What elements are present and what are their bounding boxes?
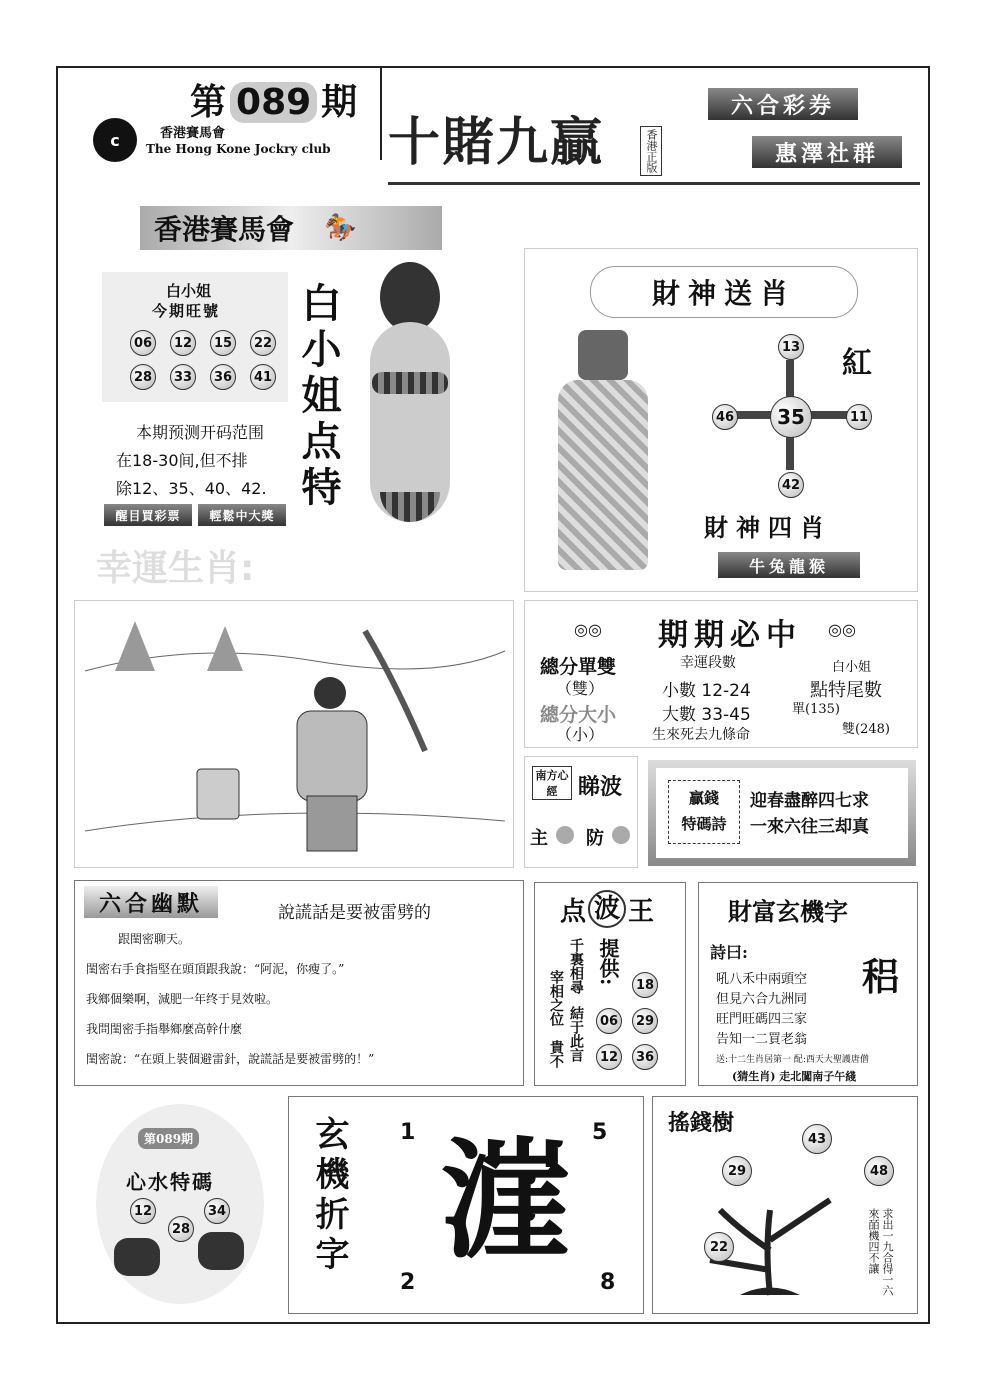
caishen-left-ball: 46 xyxy=(712,404,738,430)
humor-headline: 說謊話是要被雷劈的 xyxy=(278,903,431,923)
tree-ball: 22 xyxy=(704,1232,734,1262)
xuanji-num-3: 2 xyxy=(400,1270,416,1295)
qiqi-value-1: （雙） xyxy=(556,679,605,698)
dianbo-ball: 36 xyxy=(632,1044,658,1070)
dianbo-title-circle: 波 xyxy=(588,890,626,928)
header-underline xyxy=(388,182,920,185)
caifu-big-char: 稆 xyxy=(862,954,901,999)
xinshui-ball: 12 xyxy=(130,1198,156,1224)
tree-ball: 48 xyxy=(864,1156,894,1186)
humor-line: 閨密說：“在頭上裝個避雷針，說謊話是要被雷劈的！” xyxy=(86,1052,375,1066)
dianbo-title-1: 点 xyxy=(560,896,587,927)
poem-panel xyxy=(648,760,916,866)
caifu-line: 但見六合九洲同 xyxy=(716,992,808,1007)
caifu-title: 財富玄機字 xyxy=(728,897,848,926)
dianbo-ball: 18 xyxy=(632,972,658,998)
qiqi-dan: 單(135) xyxy=(792,702,840,717)
main-title: 十賭九贏 xyxy=(388,112,605,173)
lady-ball: 15 xyxy=(210,330,236,356)
qiqi-title: 期期必中 xyxy=(658,618,802,653)
qiqi-value-2: （小） xyxy=(556,725,605,744)
dianbo-ball: 12 xyxy=(596,1044,622,1070)
caishen-right-ball: 11 xyxy=(846,404,872,430)
forecast-line-1: 本期预测开码范围 xyxy=(136,423,265,442)
caifu-foot-1: 送:十二生肖居第一 配:西天大聖護唐僧 xyxy=(716,1055,869,1065)
humor-line: 閨密右手食指堅在頭頂跟我說：“阿泥，你瘦了。” xyxy=(86,962,345,976)
caishen-top-ball: 13 xyxy=(778,334,804,360)
dianbo-col: 結于此言 xyxy=(568,1006,584,1062)
forecast-line-2: 在18-30间,但不排 xyxy=(116,451,248,470)
qiqi-big: 大數 33-45 xyxy=(662,705,751,725)
club-name-cn: 香港賽馬會 xyxy=(160,126,226,141)
caishen-center-ball: 35 xyxy=(770,396,812,438)
header-divider xyxy=(380,66,382,160)
disc-icon: ◎◎ xyxy=(828,620,856,639)
tree-ball: 29 xyxy=(722,1156,752,1186)
dianbo-title xyxy=(560,890,654,928)
poem-line-1: 迎春盡醉四七求 xyxy=(750,791,869,811)
hk-banner-text: 香港賽馬會 xyxy=(154,213,295,246)
lady-vertical-title: 白小姐点特 xyxy=(295,282,342,512)
caifu-line: 吼八禾中兩頭空 xyxy=(716,972,808,987)
lady-ball: 12 xyxy=(170,330,196,356)
caishen-four-title: 財神四肖 xyxy=(704,513,832,542)
xinshui-badge: 第089期 xyxy=(138,1128,199,1149)
xuanji-num-1: 1 xyxy=(400,1120,416,1145)
tree-title: 搖錢樹 xyxy=(668,1110,735,1136)
forecast-line-3: 除12、35、40、42. xyxy=(116,479,267,498)
tag-lottery: 六合彩券 xyxy=(708,88,858,120)
boxing-glove-icon xyxy=(114,1238,160,1276)
xuanji-num-4: 8 xyxy=(600,1270,616,1295)
xuanji-big-char: 漄 xyxy=(440,1124,571,1277)
xinshui-ball: 28 xyxy=(168,1216,194,1242)
xuanji-label: 玄機折字 xyxy=(309,1116,349,1276)
hk-banner xyxy=(140,206,442,250)
qiqi-mid-head: 幸運段數 xyxy=(680,655,736,671)
lucky-zodiac-label: 幸運生肖: xyxy=(96,548,255,589)
caishen-four-zodiacs: 牛兔龍猴 xyxy=(718,552,860,578)
disc-icon: ◎◎ xyxy=(574,620,602,639)
issue-number: 第 089 期 xyxy=(190,82,358,123)
lady-subtitle: 今期旺號 xyxy=(152,302,221,320)
slogan-2: 輕鬆中大獎 xyxy=(198,504,286,526)
caishen-figure xyxy=(548,330,658,580)
dianbo-col: 千裏相尋 xyxy=(568,938,584,994)
lady-ball: 33 xyxy=(170,364,196,390)
official-stamp: 香港正版 xyxy=(640,126,662,176)
lady-ball: 06 xyxy=(130,330,156,356)
ball-icon xyxy=(556,826,574,844)
poem-line-2: 一來六往三却真 xyxy=(750,817,869,837)
poem-label-1: 贏錢 xyxy=(688,789,719,807)
poem-label-2: 特碼詩 xyxy=(681,815,727,833)
dianbo-title-2: 王 xyxy=(628,896,655,927)
caifu-line: 告知一二買老翁 xyxy=(716,1032,808,1047)
qiqi-label-1: 總分單雙 xyxy=(540,656,617,678)
caishen-bottom-ball: 42 xyxy=(778,472,804,498)
nanfang-fang: 防 xyxy=(586,828,604,849)
club-name-en: The Hong Kone Jockry club xyxy=(146,142,331,156)
caishen-red: 紅 xyxy=(842,346,872,381)
humor-line: 我鄉個樂啊，減肥一年终于見效啦。 xyxy=(86,992,279,1006)
scenery-illustration xyxy=(74,600,514,868)
lady-ball: 36 xyxy=(210,364,236,390)
qiqi-small: 小數 12-24 xyxy=(662,681,751,701)
ball-icon xyxy=(612,826,630,844)
dianbo-provider: 提供: xyxy=(596,938,620,986)
dianbo-ball: 06 xyxy=(596,1008,622,1034)
xinshui-title: 心水特碼 xyxy=(126,1170,214,1194)
humor-line: 跟閨密聊天。 xyxy=(118,932,191,946)
qiqi-tail-head: 白小姐 xyxy=(832,660,872,675)
lady-title: 白小姐 xyxy=(166,282,212,300)
lady-ball: 28 xyxy=(130,364,156,390)
nanfang-title: 睇波 xyxy=(578,774,623,800)
tag-community: 惠澤社群 xyxy=(752,136,902,168)
lady-ball: 41 xyxy=(250,364,276,390)
xinshui-ball: 34 xyxy=(204,1198,230,1224)
qiqi-shuang: 雙(248) xyxy=(842,722,890,737)
caifu-shiyue: 詩曰: xyxy=(710,943,748,962)
dianbo-col: 宰相之位 xyxy=(548,970,564,1026)
xuanji-num-2: 5 xyxy=(592,1120,608,1145)
humor-title: 六合幽默 xyxy=(84,886,218,918)
scenery-drawing xyxy=(75,601,515,869)
dianbo-ball: 29 xyxy=(632,1008,658,1034)
caifu-foot-2: (猜生肖) 走北闖南子午綫 xyxy=(732,1070,857,1083)
qiqi-label-2: 總分大小 xyxy=(540,704,617,726)
qiqi-tail: 點特尾數 xyxy=(810,680,882,701)
lady-ball: 22 xyxy=(250,330,276,356)
model-figure xyxy=(350,262,470,592)
boxing-glove-icon xyxy=(198,1232,244,1270)
club-logo-icon: c xyxy=(93,118,137,162)
poem-label-box xyxy=(668,780,740,844)
tree-poem: 求出一九合得一六來皕機四不讓 xyxy=(867,1208,894,1296)
nanfang-label: 南方心經 xyxy=(532,766,572,800)
humor-line: 我問閨密手指舉鄉麼高幹什麼 xyxy=(86,1022,243,1036)
slogan-1: 醒目買彩票 xyxy=(104,504,192,526)
horse-icon: 🏇 xyxy=(324,213,357,243)
caishen-title: 財神送肖 xyxy=(590,266,858,318)
nanfang-zhu: 主 xyxy=(530,828,548,849)
dianbo-col: 貴不 xyxy=(548,1040,564,1068)
tree-ball: 43 xyxy=(802,1124,832,1154)
qiqi-dead: 生來死去九條命 xyxy=(652,727,750,743)
money-tree-icon xyxy=(680,1170,860,1300)
caifu-line: 旺門旺碼四三家 xyxy=(716,1012,808,1027)
